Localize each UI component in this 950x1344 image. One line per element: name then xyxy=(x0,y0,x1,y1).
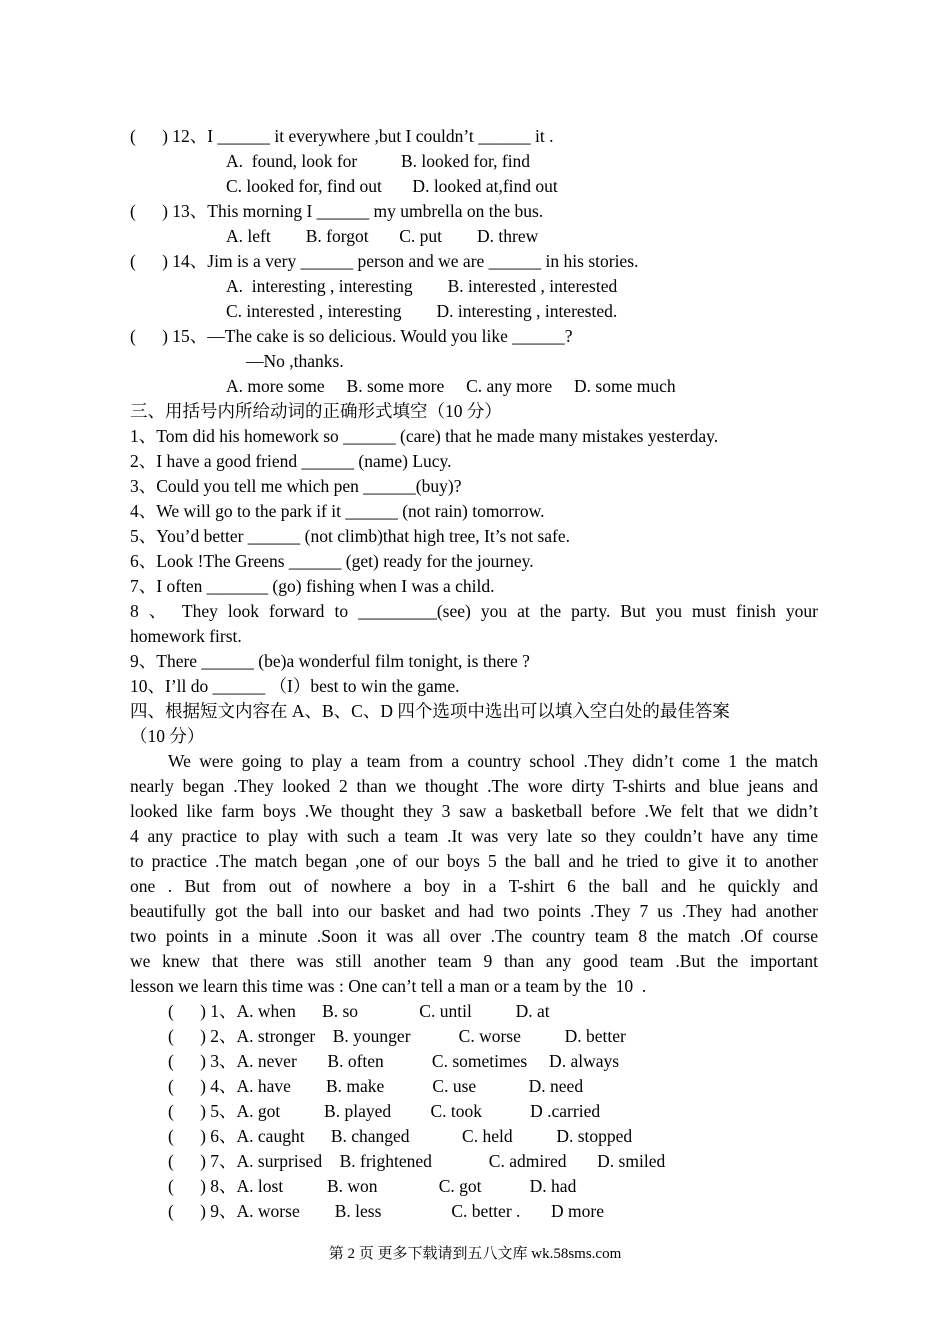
section-3-item-4: 4、We will go to the park if it ______ (not rain) tomorrow. xyxy=(130,501,545,521)
passage-line: one . But from out of nowhere a boy in a T-shirt 6 the ball and he quickly and xyxy=(130,876,818,896)
question-14-stem: ( ) 14、Jim is a very ______ person and we are ______ in his stories. xyxy=(130,251,639,271)
passage-line: nearly began .They looked 2 than we thought .The wore dirty T-shirts and blue jeans and xyxy=(130,776,818,796)
question-14-options-b: C. interested , interesting D. interesting , interested. xyxy=(226,301,618,321)
question-15-stem: ( ) 15、—The cake is so delicious. Would you like ______? xyxy=(130,326,573,346)
question-13-stem: ( ) 13、This morning I ______ my umbrella on the bus. xyxy=(130,201,544,221)
question-15-options: A. more some B. some more C. any more D. some much xyxy=(226,376,676,396)
passage-line: we knew that there was still another team 9 than any good team .But the important xyxy=(130,951,818,971)
passage-line: beautifully got the ball into our basket and had two points .They 7 us .They had another xyxy=(130,901,818,921)
cloze-question-1: ( ) 1、A. when B. so C. until D. at xyxy=(168,1001,550,1021)
section-4-heading-score: （10 分） xyxy=(130,726,205,746)
question-15-reply: —No ,thanks. xyxy=(246,351,344,371)
section-4-heading: 四、根据短文内容在 A、B、C、D 四个选项中选出可以填入空白处的最佳答案 xyxy=(130,701,730,721)
section-3-heading: 三、用括号内所给动词的正确形式填空（10 分） xyxy=(130,401,502,421)
cloze-question-4: ( ) 4、A. have B. make C. use D. need xyxy=(168,1076,584,1096)
cloze-question-9: ( ) 9、A. worse B. less C. better . D more xyxy=(168,1201,604,1221)
section-3-item-8-line-1: 8 、 They look forward to _________(see) you at the party. But you must finish your xyxy=(130,601,818,621)
cloze-question-2: ( ) 2、A. stronger B. younger C. worse D. better xyxy=(168,1026,626,1046)
question-12-options-a: A. found, look for B. looked for, find xyxy=(226,151,531,171)
section-3-item-6: 6、Look !The Greens ______ (get) ready for the journey. xyxy=(130,551,534,571)
section-3-item-2: 2、I have a good friend ______ (name) Lucy. xyxy=(130,451,452,471)
passage-line: lesson we learn this time was : One can’t tell a man or a team by the 10 . xyxy=(130,976,647,996)
question-12-options-b: C. looked for, find out D. looked at,find out xyxy=(226,176,558,196)
section-3-item-8-line-2: homework first. xyxy=(130,626,242,646)
passage-line: 4 any practice to play with such a team .It was very late so they couldn’t have any time xyxy=(130,826,818,846)
question-13-options: A. left B. forgot C. put D. threw xyxy=(226,226,539,246)
section-3-item-10: 10、I’ll do ______ （I）best to win the game. xyxy=(130,676,460,696)
section-3-item-7: 7、I often _______ (go) fishing when I was a child. xyxy=(130,576,495,596)
question-14-options-a: A. interesting , interesting B. interested , interested xyxy=(226,276,618,296)
cloze-question-5: ( ) 5、A. got B. played C. took D .carried xyxy=(168,1101,601,1121)
passage-line: to practice .The match began ,one of our boys 5 the ball and he tried to give it to another xyxy=(130,851,818,871)
question-12-stem: ( ) 12、I ______ it everywhere ,but I couldn’t ______ it . xyxy=(130,126,554,146)
passage-line: two points in a minute .Soon it was all over .The country team 8 the match .Of course xyxy=(130,926,818,946)
section-3-item-5: 5、You’d better ______ (not climb)that high tree, It’s not safe. xyxy=(130,526,571,546)
cloze-question-6: ( ) 6、A. caught B. changed C. held D. stopped xyxy=(168,1126,633,1146)
page-footer: 第 2 页 更多下载请到五八文库 wk.58sms.com xyxy=(328,1246,622,1262)
cloze-question-3: ( ) 3、A. never B. often C. sometimes D. always xyxy=(168,1051,620,1071)
cloze-question-7: ( ) 7、A. surprised B. frightened C. admired D. smiled xyxy=(168,1151,666,1171)
section-3-item-9: 9、There ______ (be)a wonderful film tonight, is there ? xyxy=(130,651,530,671)
exam-page xyxy=(130,124,818,1224)
passage-line: We were going to play a team from a country school .They didn’t come 1 the match xyxy=(168,751,818,771)
section-3-item-3: 3、Could you tell me which pen ______(buy)? xyxy=(130,476,462,496)
section-3-item-1: 1、Tom did his homework so ______ (care) that he made many mistakes yesterday. xyxy=(130,426,719,446)
passage-line: looked like farm boys .We thought they 3 saw a basketball before .We felt that we didn’t xyxy=(130,801,818,821)
cloze-question-8: ( ) 8、A. lost B. won C. got D. had xyxy=(168,1176,577,1196)
